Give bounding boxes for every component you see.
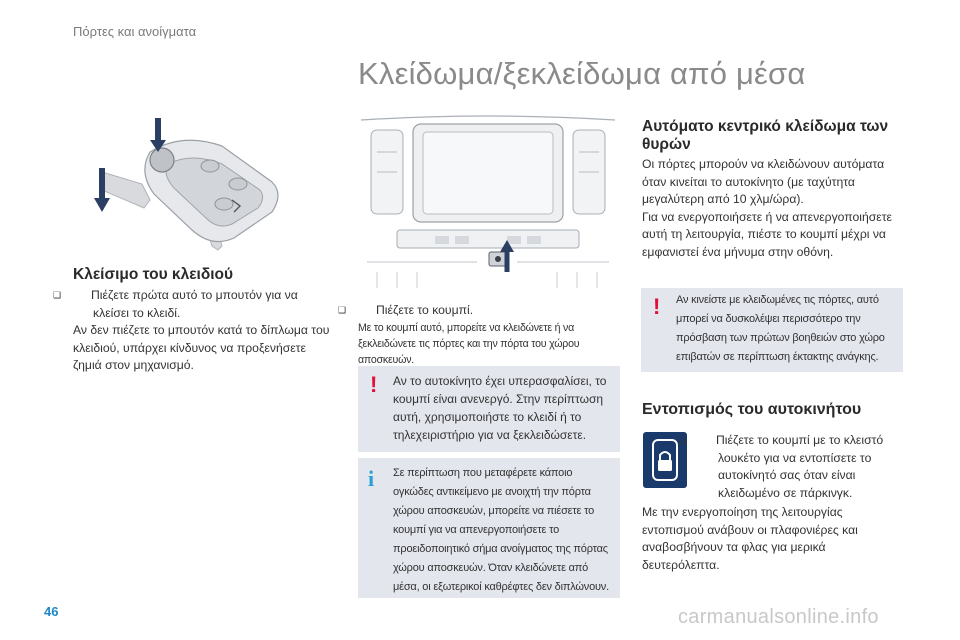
auto-section-text <box>642 156 902 262</box>
auto-paragraph-1: Οι πόρτες μπορούν να κλειδώνουν αυτόματα όταν κινείται το αυτοκίνητο (με ταχύτητα μεγαλύτερη από 10 χλμ/ώρα). <box>642 157 885 207</box>
auto-warning-text: Αν κινείστε με κλειδωμένες τις πόρτες, αυτό μπορεί να δυσκολέψει περισσότερο την πρόσβαση των πρώτων βοηθειών στο χώρο επιβατών σε περίπτωση έκτακτης ανάγκης. <box>676 294 885 363</box>
bullet-icon: ❑ <box>338 305 347 315</box>
dash-note: Με το κουμπί αυτό, μπορείτε να κλειδώνετε ή να ξεκλειδώνετε τις πόρτες και την πόρτα του χώρου αποσκευών. <box>358 321 580 366</box>
dash-info-text: Σε περίπτωση που μεταφέρετε κάποιο ογκώδες αντικείμενο με ανοιχτή την πόρτα χώρου αποσκευών, μπορείτε να πιέσετε το κουμπί για να απενεργοποιήσετε το προειδοποιητικό σήμα ανοίγματος της πόρτας χώρου αποσκευών. Όταν κλειδώνετε από μέσα, οι εξωτερικοί καθρέφτες δεν διπλώνουν. <box>393 467 609 593</box>
key-bullet: Πιέζετε πρώτα αυτό το μπουτόν για να κλείσει το κλειδί. <box>91 288 298 320</box>
info-icon: i <box>368 466 375 491</box>
page-number: 46 <box>44 604 59 619</box>
key-fob-illustration <box>72 112 284 264</box>
bullet-icon: ❑ <box>53 290 62 300</box>
key-section-heading: Κλείσιμο του κλειδιού <box>73 266 234 283</box>
locate-bullet: Πιέζετε το κουμπί με το κλειστό λουκέτο για να εντοπίσετε το αυτοκίνητό σας όταν είναι κλειδωμένο σε πάρκινγκ. <box>716 433 884 500</box>
auto-section-heading: Αυτόματο κεντρικό κλείδωμα των θυρών <box>642 118 889 153</box>
page-title: Κλείδωμα/ξεκλείδωμα από μέσα <box>358 56 806 91</box>
dash-bullet: Πιέζετε το κουμπί. <box>376 303 474 317</box>
locate-paragraph: Με την ενεργοποίηση της λειτουργίας εντοπισμού ανάβουν οι πλαφονιέρες και αναβοσβήνουν τα φλας για μερικά δευτερόλεπτα. <box>642 505 858 572</box>
warning-icon: ! <box>653 294 661 319</box>
dash-warning-text: Αν το αυτοκίνητο έχει υπερασφαλίσει, το κουμπί είναι ανενεργό. Στην περίπτωση αυτή, χρησιμοποιήστε το κλειδί ή το τηλεχειριστήριο για να ξεκλειδώσετε. <box>393 374 607 442</box>
dash-section-text <box>338 302 620 368</box>
locate-bullet-text <box>678 432 908 502</box>
key-paragraph: Αν δεν πιέζετε το μπουτόν κατά το δίπλωμα του κλειδιού, υπάρχει κίνδυνος να προξενήσετε ζημιά στον μηχανισμό. <box>73 323 330 373</box>
dashboard-illustration <box>357 112 619 288</box>
warning-icon: ! <box>370 372 378 397</box>
watermark: carmanualsonline.info <box>678 606 879 628</box>
section-header: Πόρτες και ανοίγματα <box>73 24 197 39</box>
locate-section-heading: Εντοπισμός του αυτοκινήτου <box>642 401 862 418</box>
key-section-text <box>53 287 333 375</box>
bullet-icon: ❑ <box>678 435 687 445</box>
auto-paragraph-2: Για να ενεργοποιήσετε ή να απενεργοποιήσετε αυτή τη λειτουργία, πιέστε το κουμπί μέχρι να εμφανιστεί ένα μήνυμα στην οθόνη. <box>642 209 892 259</box>
